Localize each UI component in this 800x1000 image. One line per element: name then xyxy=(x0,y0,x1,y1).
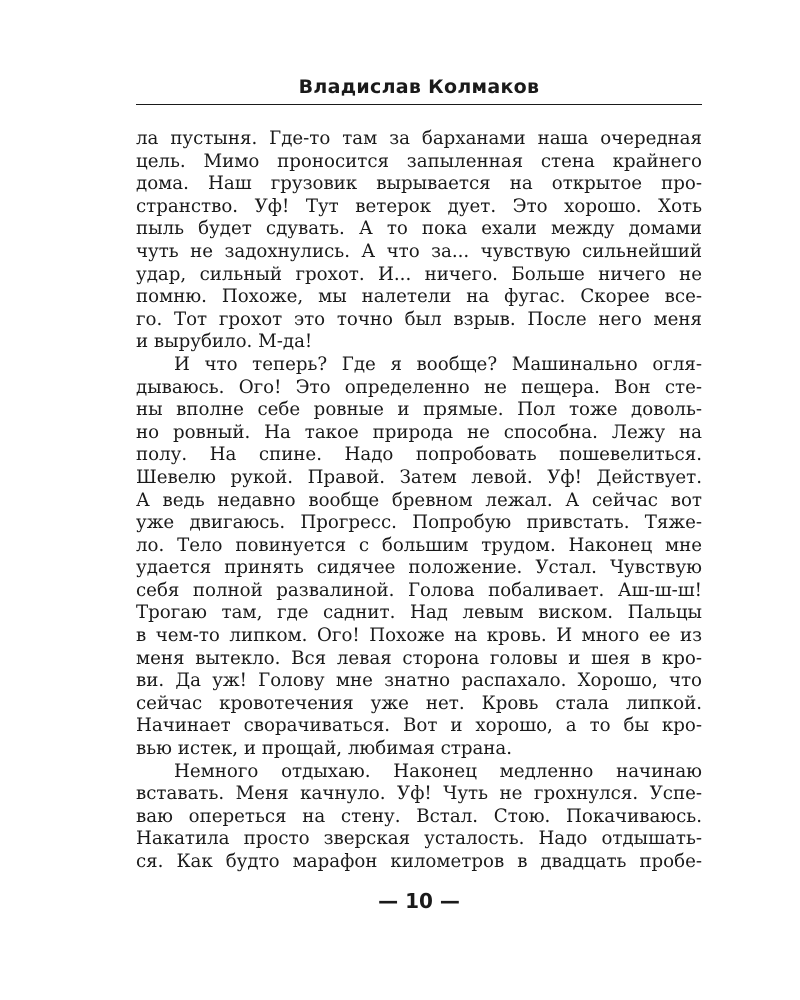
text-line: странство. Уф! Тут ветерок дует. Это хорошо. Хоть xyxy=(136,195,702,217)
text-line: помню. Похоже, мы налетели на фугас. Скорее все- xyxy=(136,286,702,308)
text-line: удается принять сидячее положение. Устал. Чувствую xyxy=(136,557,702,579)
text-line: Немного отдыхаю. Наконец медленно начинаю xyxy=(174,760,702,782)
text-line: и вырубило. М-да! xyxy=(136,331,313,353)
text-line: но ровный. На такое природа не способна. Лежу на xyxy=(136,421,702,443)
text-line: ло. Тело повинуется с большим трудом. Наконец мне xyxy=(136,534,702,556)
header-rule xyxy=(136,104,702,105)
text-line: дома. Наш грузовик вырывается на открытое про- xyxy=(136,173,702,195)
text-line: Шевелю рукой. Правой. Затем левой. Уф! Действует. xyxy=(136,466,702,488)
body-text xyxy=(136,128,702,874)
text-line: пыль будет сдувать. А то пока ехали между домами xyxy=(136,218,702,240)
text-line: ся. Как будто марафон километров в двадцать пробе- xyxy=(136,851,702,872)
text-line: Трогаю там, где саднит. Над левым виском. Пальцы xyxy=(136,602,702,624)
page-number: — 10 — xyxy=(378,889,460,913)
text-line: Накатила просто зверская усталость. Надо отдышать- xyxy=(136,828,702,850)
text-line: меня вытекло. Вся левая сторона головы и шея в кро- xyxy=(136,647,702,669)
text-line: в чем-то липком. Ого! Похоже на кровь. И много ее из xyxy=(136,625,702,647)
text-line: вставать. Меня качнуло. Уф! Чуть не грохнулся. Успе- xyxy=(136,783,702,805)
text-line: цель. Мимо проносится запыленная стена крайнего xyxy=(136,150,702,172)
text-line: Начинает сворачиваться. Вот и хорошо, а то бы кро- xyxy=(136,715,702,737)
text-line: И что теперь? Где я вообще? Машинально огля- xyxy=(174,353,702,375)
text-line: А ведь недавно вообще бревном лежал. А сейчас вот xyxy=(136,489,702,511)
text-line: ваю опереться на стену. Встал. Стою. Покачиваюсь. xyxy=(136,805,702,827)
running-header-author: Владислав Колмаков xyxy=(298,76,540,98)
text-line: себя полной развалиной. Голова побаливает. Аш-ш-ш! xyxy=(136,579,702,601)
text-line: уже двигаюсь. Прогресс. Попробую привстать. Тяже- xyxy=(136,512,702,534)
text-line: полу. На спине. Надо попробовать пошевелиться. xyxy=(136,444,702,466)
text-line: вью истек, и прощай, любимая страна. xyxy=(136,738,513,760)
text-line: дываюсь. Ого! Это определенно не пещера. Вон сте- xyxy=(136,376,702,398)
text-line: ны вполне себе ровные и прямые. Пол тоже доволь- xyxy=(136,399,702,421)
text-line: удар, сильный грохот. И... ничего. Больше ничего не xyxy=(136,263,702,285)
text-line: ви. Да уж! Голову мне знатно распахало. Хорошо, что xyxy=(136,670,702,692)
text-line: го. Тот грохот это точно был взрыв. После него меня xyxy=(136,308,702,330)
text-line: сейчас кровотечения уже нет. Кровь стала липкой. xyxy=(136,692,702,714)
text-line: ла пустыня. Где-то там за барханами наша очередная xyxy=(136,128,702,149)
text-line: чуть не задохнулись. А что за... чувствую сильнейший xyxy=(136,240,702,262)
